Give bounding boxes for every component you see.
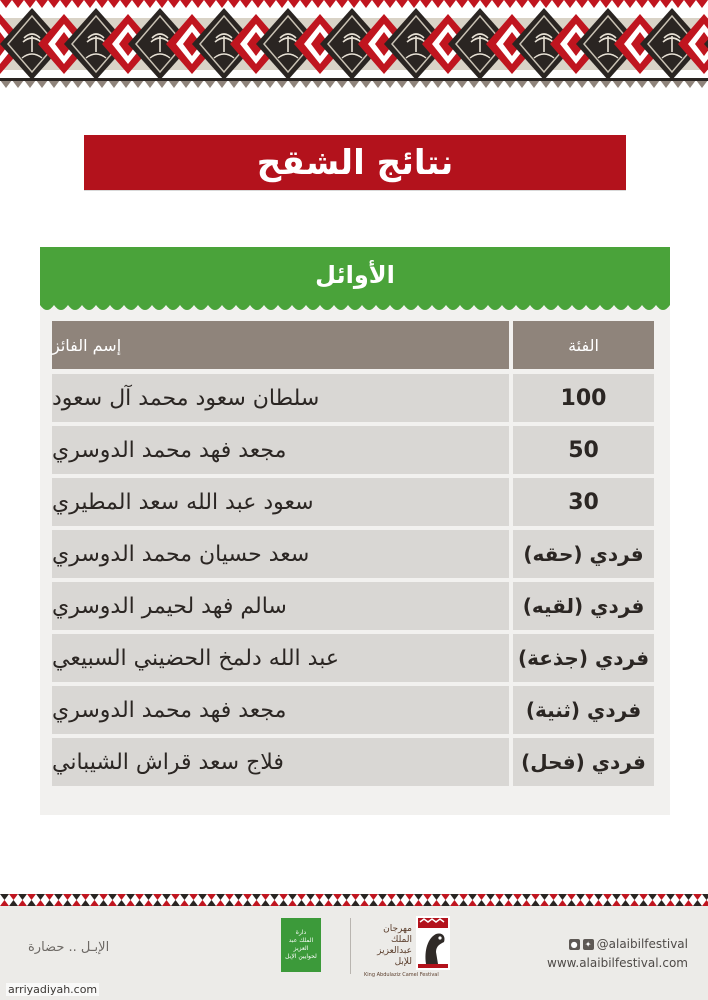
darah-logo-line: لحوايين الإبل [285, 953, 317, 960]
festival-logo-line: مهرجان [383, 924, 412, 934]
winner-name-cell [52, 738, 509, 786]
header-name-cell [52, 321, 509, 369]
logo-divider [350, 918, 351, 974]
darah-logo-line: دارة [295, 929, 307, 936]
winner-name: فلاج سعد قراش الشيباني [52, 749, 284, 775]
festival-logo-line: عبدالعزيز [377, 946, 412, 956]
table-row [52, 374, 654, 422]
winner-name-cell [52, 634, 509, 682]
bottom-ornament-band [0, 894, 708, 906]
category-cell [513, 634, 654, 682]
table-row [52, 686, 654, 734]
winner-name: سعود عبد الله سعد المطيري [52, 489, 314, 515]
category-value: فردي (جذعة) [517, 646, 650, 670]
twitter-icon[interactable]: ✦ [583, 939, 594, 950]
darah-logo-line: الملك عبد العزيز [288, 937, 314, 952]
page-title-banner [84, 135, 626, 190]
camel-head-icon [416, 916, 450, 970]
table-row [52, 478, 654, 526]
category-cell [513, 686, 654, 734]
category-cell [513, 374, 654, 422]
winner-name-cell [52, 426, 509, 474]
category-value: 30 [568, 489, 599, 515]
winner-name-cell [52, 374, 509, 422]
winner-name: سلطان سعود محمد آل سعود [52, 385, 320, 411]
table-row [52, 530, 654, 578]
header-category-label: الفئة [568, 335, 599, 355]
footer-slogan: الإبـل .. حضارة [28, 940, 110, 955]
winner-name: مجعد فهد محمد الدوسري [52, 437, 287, 463]
table-row [52, 582, 654, 630]
festival-logo-line: للإبل [394, 957, 412, 967]
social-handle-text: @alaibilfestival [596, 937, 688, 951]
category-value: 100 [560, 385, 607, 411]
header-category-cell [513, 321, 654, 369]
category-cell [513, 478, 654, 526]
category-value: 50 [568, 437, 599, 463]
header-name-label: إسم الفائز [52, 335, 122, 355]
festival-logo-line: الملك [390, 935, 412, 945]
category-cell [513, 582, 654, 630]
darah-logo [281, 918, 321, 972]
table-header-row [52, 321, 654, 369]
festival-logo-english: King Abdulaziz Camel Festival [364, 972, 439, 978]
top-ornament-band [0, 0, 708, 100]
winner-name: سالم فهد لحيمر الدوسري [52, 593, 287, 619]
festival-logo [362, 914, 454, 986]
winner-name-cell [52, 582, 509, 630]
winner-name-cell [52, 530, 509, 578]
winner-name-cell [52, 686, 509, 734]
page-title: نتائج الشقح [256, 142, 454, 183]
section-header [40, 247, 670, 303]
website-link[interactable]: www.alaibilfestival.com [547, 956, 688, 970]
section-header-scallop [40, 303, 670, 313]
table-row [52, 426, 654, 474]
category-value: فردي (لقيه) [522, 594, 645, 618]
social-handle[interactable] [569, 937, 688, 951]
table-row [52, 738, 654, 786]
snapchat-icon[interactable]: ● [569, 939, 580, 950]
category-value: فردي (فحل) [521, 750, 646, 774]
winner-name: سعد حسيان محمد الدوسري [52, 541, 310, 567]
category-cell [513, 738, 654, 786]
category-value: فردي (ثنية) [525, 698, 642, 722]
results-card [40, 247, 670, 815]
category-cell [513, 530, 654, 578]
watermark: arriyadiyah.com [8, 983, 98, 996]
category-cell [513, 426, 654, 474]
category-value: فردي (حقه) [523, 542, 644, 566]
winner-name: مجعد فهد محمد الدوسري [52, 697, 287, 723]
winner-name-cell [52, 478, 509, 526]
table-row [52, 634, 654, 682]
winner-name: عبد الله دلمخ الحضيني السبيعي [52, 645, 339, 671]
section-title: الأوائل [315, 261, 395, 289]
